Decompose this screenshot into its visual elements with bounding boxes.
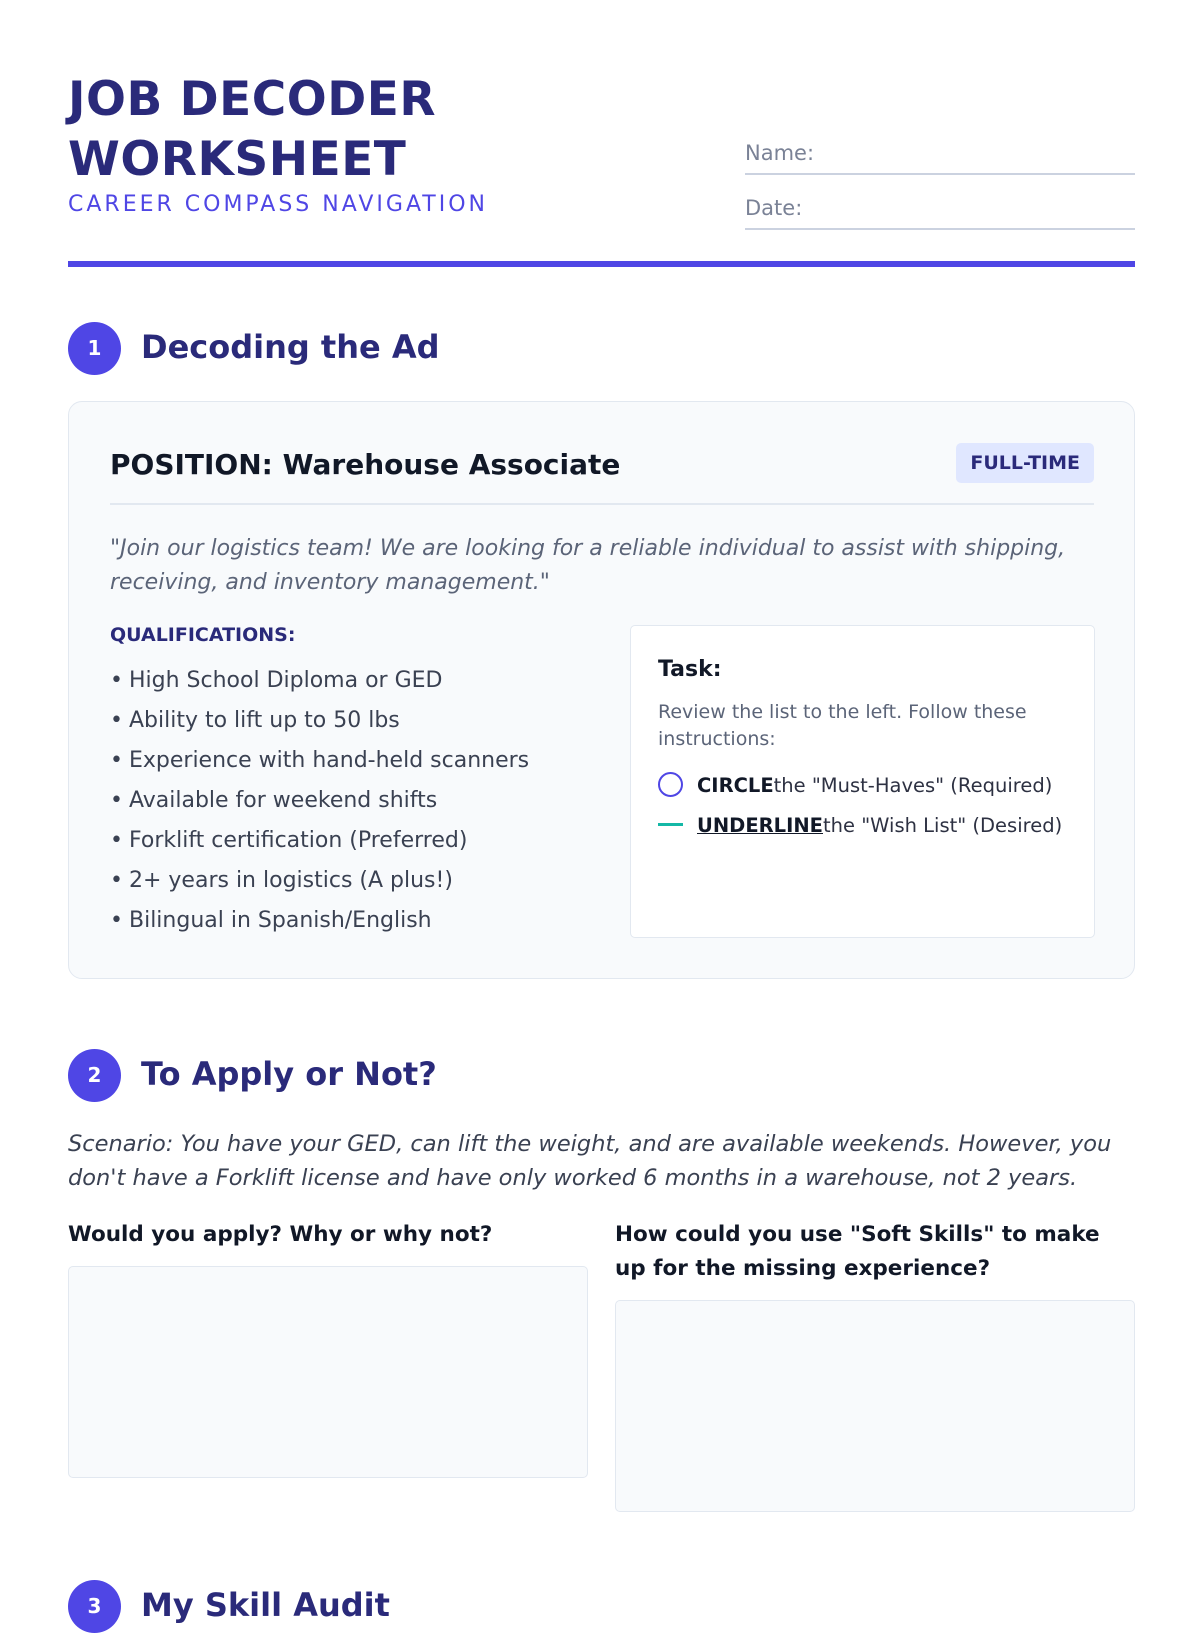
list-item[interactable]: • High School Diploma or GED — [110, 661, 529, 701]
underline-instruction — [658, 814, 1062, 837]
circle-text: the "Must-Haves" (Required) — [773, 774, 1053, 797]
name-field[interactable] — [745, 120, 1135, 175]
section-2-title: To Apply or Not? — [141, 1055, 437, 1093]
qualifications-label: QUALIFICATIONS: — [110, 624, 296, 646]
title-line-2: WORKSHEET — [68, 132, 407, 187]
answer-box-2[interactable] — [615, 1300, 1135, 1512]
list-item[interactable]: • 2+ years in logistics (A plus!) — [110, 861, 529, 901]
underline-text: the "Wish List" (Desired) — [823, 814, 1063, 837]
list-item[interactable]: • Experience with hand-held scanners — [110, 741, 529, 781]
section-3-title: My Skill Audit — [141, 1586, 390, 1624]
section-2-number: 2 — [68, 1049, 121, 1102]
list-item[interactable]: • Ability to lift up to 50 lbs — [110, 701, 529, 741]
question-1-label: Would you apply? Why or why not? — [68, 1222, 493, 1247]
answer-box-1[interactable] — [68, 1266, 588, 1478]
name-label: Name: — [745, 141, 815, 165]
date-label: Date: — [745, 196, 803, 220]
section-1-number: 1 — [68, 322, 121, 375]
scenario-text: Scenario: You have your GED, can lift the weight, and are available weekends. However, you don't have a Forklift license and have only worked 6 months in a warehouse, not 2 years. — [68, 1131, 1112, 1191]
employment-type-badge: FULL-TIME — [956, 443, 1094, 483]
section-2-heading — [68, 1049, 1135, 1103]
section-1-heading — [68, 322, 1135, 376]
ad-divider — [110, 503, 1094, 505]
list-item[interactable]: • Available for weekend shifts — [110, 781, 529, 821]
student-fields — [745, 120, 1135, 230]
list-item[interactable]: • Forklift certification (Preferred) — [110, 821, 529, 861]
circle-instruction — [658, 774, 1052, 799]
task-title: Task: — [658, 657, 722, 682]
job-ad-card — [68, 401, 1135, 979]
list-item[interactable]: • Bilingual in Spanish/English — [110, 901, 529, 941]
section-1-title: Decoding the Ad — [141, 328, 440, 366]
circle-keyword: CIRCLE — [697, 774, 774, 797]
underline-keyword: UNDERLINE — [697, 814, 823, 837]
qualifications-list — [110, 661, 529, 941]
header-rule — [68, 261, 1135, 267]
title-line-1: JOB DECODER — [68, 72, 437, 127]
question-2-label: How could you use "Soft Skills" to make up for the missing experience? — [615, 1222, 1100, 1281]
circle-icon — [658, 772, 683, 797]
worksheet-header — [68, 70, 1135, 270]
task-instructions: Review the list to the left. Follow these instructions: — [658, 701, 1027, 750]
ad-description: "Join our logistics team! We are looking for a reliable individual to assist with shipping, receiving, and inventory management." — [110, 536, 1066, 595]
section-3-heading — [68, 1580, 1135, 1634]
section-3-number: 3 — [68, 1580, 121, 1633]
task-box — [630, 625, 1095, 938]
worksheet-subtitle: CAREER COMPASS NAVIGATION — [68, 192, 488, 217]
position-title: POSITION: Warehouse Associate — [110, 448, 621, 481]
underline-icon — [658, 823, 683, 826]
date-field[interactable] — [745, 175, 1135, 230]
